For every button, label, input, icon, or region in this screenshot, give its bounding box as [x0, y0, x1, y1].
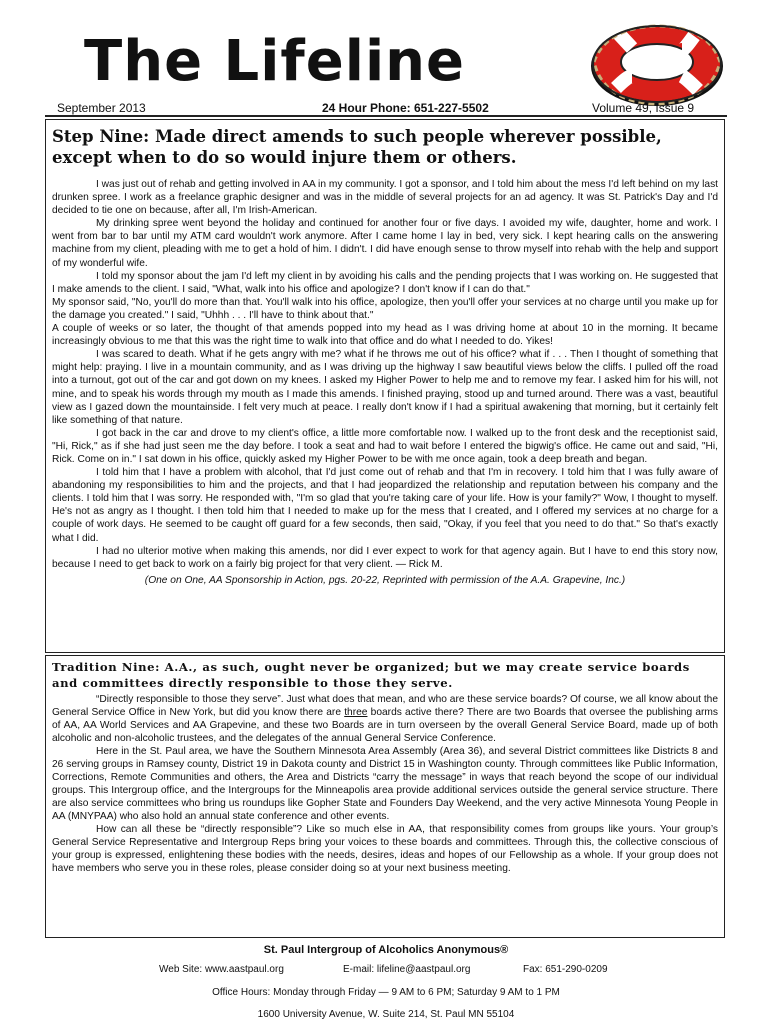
step-nine-body [52, 178, 718, 587]
article-paragraph: I had no ulterior motive when making this amends, nor did I ever expect to work for that agency again. But I have to end this story now, because I need to get back to work on a fairly big project for that very client. — Rick M. [52, 545, 718, 570]
footer-address: 1600 University Avenue, W. Suite 214, St. Paul MN 55104 [257, 1009, 515, 1020]
paragraph-text: boards active there? There are two Boards that oversee the publishing arms of AA, AA World Services and AA Grapevine, and these two Boards are in turn overseen by the overall General Service Board, made up of both alcoholic and non-alcoholic trustees, and the delegates of the annual General Service Conference. [52, 707, 718, 744]
article-paragraph: I was scared to death. What if he gets angry with me? what if he throws me out of his office? what if . . . Then I thought of something that might help: praying. I live in a mountain community, and as I was driving up the highway I saw beautiful views below the cliffs. I pulled off the road into a turnout, got out of the car and got down on my knees. I asked my Higher Power to help me and to remove my fear. I asked him for his will, not mine, and to speak his words through my mouth as I made this amends. I finished praying, stood up and turned around. There was a vast, beautiful view as I gazed down the mountainside. I felt very much at peace. I really don't know if I had a spiritual awakening that morning, but it certainly felt like something of that nature. [52, 349, 718, 426]
tradition-nine-body [52, 693, 718, 875]
article-paragraph: Here in the St. Paul area, we have the Southern Minnesota Area Assembly (Area 36), and several District committees like Districts 8 and 26 serving groups in Ramsey county, District 19 in Dakota county and District 15 in Washington county. Through committees like Public Information, Corrections, Remote Communities and others, the Area and Districts “carry the message” in ways that reach beyond the scope of our individual groups. This Intergroup office, and the Intergroups for the Minneapolis area provide additional services outside the general service structure. There are also service committees who bring us roundups like Gopher State and Founders Day Weekend, and the very active Minnesota Young People in AA (MNYPAA) who also hold an annual state conference and other events. [52, 746, 718, 822]
article-paragraph: A couple of weeks or so later, the thought of that amends popped into my head as I was driving home at about 10 in the morning. It became increasingly obvious to me that this was the right time to walk into that office and do what I needed to do. Yikes! [52, 323, 718, 348]
footer [45, 943, 727, 1021]
footer-org-name: St. Paul Intergroup of Alcoholics Anonymous® [263, 944, 509, 956]
lifebuoy-icon [586, 18, 728, 110]
tradition-nine-article [45, 655, 725, 938]
tradition-nine-heading: Tradition Nine: A.A., as such, ought never be organized; but we may create service boards and committees directly responsible to those they serve. [52, 660, 690, 690]
step-nine-heading: Step Nine: Made direct amends to such people wherever possible, except when to do so would injure them or others. [52, 127, 662, 167]
reprint-credit: (One on One, AA Sponsorship in Action, pgs. 20-22, Reprinted with permission of the A.A. Grapevine, Inc.) [144, 574, 626, 586]
newsletter-title: The Lifeline [84, 29, 466, 94]
footer-website[interactable]: Web Site: www.aastpaul.org [159, 964, 284, 975]
footer-fax: Fax: 651-290-0209 [523, 964, 608, 975]
article-paragraph: I got back in the car and drove to my client's office, a little more comfortable now. I walked up to the front desk and the receptionist said, "Hi, Rick," as if she had just seen me the day before. I took a seat and had to wait before I entered the bigwig's office. He came out and said, "Hi, Rick. Come on in." I sat down in his office, quickly asked my Higher Power to be with me once again, took a deep breath and began. [52, 427, 718, 465]
underlined-word: three [344, 707, 368, 718]
article-paragraph: How can all these be “directly responsible”? Like so much else in AA, that responsibility comes from groups like yours. Your group’s General Service Representative and Intergroup Reps bring your voices to these boards and committees. Through this, the collective conscious of your group is expressed, enlightening these bodies with the needs, desires, ideas and hopes of our Fellowship as a whole. If your group does not have members who serve you in these roles, please consider doing so at your next business meeting. [52, 824, 718, 874]
masthead-divider [45, 115, 727, 117]
volume-issue: Volume 49, Issue 9 [592, 101, 695, 115]
article-paragraph: I told my sponsor about the jam I'd left my client in by avoiding his calls and the pending projects that I was working on. He suggested that I make amends to the client. I said, "What, walk into his office and apologize? I don't know if I can do that." [52, 270, 718, 295]
footer-contacts [45, 964, 727, 977]
issue-date: September 2013 [57, 101, 146, 115]
article-paragraph: My drinking spree went beyond the holiday and continued for another four or five days. I avoided my wife, daughter, home and work. I went from bar to bar until my ATM card wouldn't work anymore. After I came home I lay in bed, very sick. I kept hearing calls on the answering machine from my client, pleading with me to get a hold of him. I didn't. I did have enough sense to throw myself into rehab with the help and support of my wonderful wife. [52, 218, 718, 269]
footer-office-hours: Office Hours: Monday through Friday — 9 AM to 6 PM; Saturday 9 AM to 1 PM [212, 987, 560, 998]
paragraph-text: “Directly responsible to those they serve”. Just what does that mean, and who are these service boards? Of course, we all know about the General Service Office in New York, but did you know there are [52, 694, 718, 718]
article-paragraph [52, 693, 718, 745]
step-nine-article [45, 119, 725, 653]
hotline-phone: 24 Hour Phone: 651-227-5502 [322, 101, 489, 115]
article-paragraph: My sponsor said, "No, you'll do more than that. You'll walk into his office, apologize, then you'll offer your services at no charge until you make up for the damage you created." I said, "Uhhh . . . I'll have to think about that." [52, 296, 718, 321]
article-paragraph: I was just out of rehab and getting involved in AA in my community. I got a sponsor, and I told him about the mess I'd left behind on my last drunken spree. I work as a freelance graphic designer and was in the middle of several projects for an ad agency. It was St. Patrick's Day and I'd decided to tie one on because, after all, I'm Irish-American. [52, 179, 718, 217]
footer-email[interactable]: E-mail: lifeline@aastpaul.org [343, 964, 471, 975]
article-paragraph: I told him that I have a problem with alcohol, that I'd just come out of rehab and that I'm in recovery. I told him that I was fully aware of abandoning my responsibilities to him and the projects, and that I had jeopardized the relationship and reputation between his company and the clients. I told him that I was sorry. He responded with, "I'm so glad that you're taking care of your life. How is your family?" Wow, I thought to myself. He's not as angry as I thought. I then told him that I needed to make up for the mess that I created, and I offered my services at no charge for a couple of work days. He seemed to be caught off guard for a few seconds, then said, "Okay, if you feel that you need to do that." So that's exactly what I did. [52, 467, 718, 544]
